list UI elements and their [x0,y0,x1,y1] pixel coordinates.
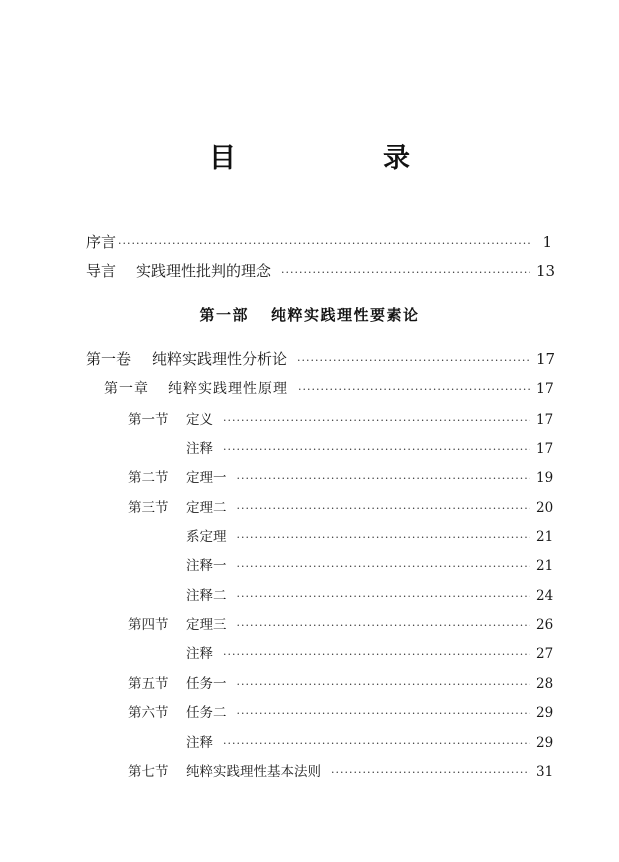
dot-leader [237,472,531,485]
dot-leader [331,766,530,779]
toc-entry-label: 系定理 [186,529,227,545]
dot-leader [237,707,531,720]
toc-entry-label: 任务一 [186,676,227,692]
toc-entry-page: 21 [536,529,554,545]
dot-leader [237,531,531,544]
toc-entry-label: 定理二 [186,500,227,516]
toc-entry-page: 17 [536,381,554,397]
toc-entry-page: 20 [536,500,554,516]
dot-leader [223,443,530,456]
toc-entry-page: 13 [536,262,556,280]
toc-entry-page: 26 [536,617,554,633]
toc-entry-section-4[interactable] [128,613,552,633]
toc-entry-number: 第一章 [104,381,149,397]
dot-leader [297,354,530,367]
toc-entry-page: 19 [536,470,554,486]
part-label: 纯粹实践理性要素论 [271,306,420,324]
dot-leader [298,383,530,396]
dot-leader [223,737,530,750]
dot-leader [223,648,530,661]
toc-entry-corollary[interactable] [186,525,552,545]
dot-leader [237,619,531,632]
toc-entry-page: 29 [536,735,554,751]
toc-entry-page: 27 [536,646,554,662]
toc-entry-section-2[interactable] [128,466,552,486]
toc-entry-note-2[interactable] [186,584,552,604]
toc-entry-note[interactable] [186,642,552,662]
toc-entry-number: 第七节 [128,764,169,780]
toc-entry-page: 17 [536,412,554,428]
toc-entry-label: 纯粹实践理性基本法则 [186,764,321,780]
dot-leader [223,414,530,427]
toc-entry-number: 第六节 [128,705,169,721]
toc-entry-note[interactable] [186,731,552,751]
toc-entry-section-7[interactable] [128,760,552,780]
dot-leader [118,237,530,250]
dot-leader [237,678,531,691]
toc-entry-introduction[interactable] [86,260,556,281]
toc-entry-label: 实践理性批判的理念 [136,262,272,280]
toc-entry-section-6[interactable] [128,701,552,721]
toc-entry-preface[interactable] [86,231,552,252]
dot-leader [237,502,531,515]
toc-entry-section-5[interactable] [128,672,552,692]
toc-entry-note[interactable] [186,437,552,457]
toc-entry-page: 17 [536,350,556,368]
toc-entry-label: 纯粹实践理性原理 [168,381,288,397]
toc-entry-page: 1 [542,233,552,251]
toc-entry-section-1[interactable] [128,408,552,428]
toc-entry-page: 21 [536,558,554,574]
part-number: 第一部 [199,306,249,324]
toc-entry-page: 28 [536,676,554,692]
toc-entry-section-3[interactable] [128,496,552,516]
toc-entry-label: 注释一 [186,558,227,574]
toc-entry-number: 第四节 [128,617,169,633]
toc-entry-page: 29 [536,705,554,721]
dot-leader [237,590,531,603]
dot-leader [237,560,531,573]
dot-leader [281,266,530,279]
toc-entry-label: 定义 [186,412,213,428]
toc-entry-label: 注释 [186,735,213,751]
toc-entry-number: 第二节 [128,470,169,486]
page-title: 目 录 [209,143,470,174]
toc-entry-label: 定理三 [186,617,227,633]
toc-entry-label: 注释二 [186,588,227,604]
toc-entry-label: 纯粹实践理性分析论 [152,350,288,368]
toc-entry-number: 第一节 [128,412,169,428]
toc-entry-number: 第一卷 [86,350,132,368]
toc-entry-number: 第五节 [128,676,169,692]
toc-entry-label: 序言 [86,233,117,251]
toc-entry-page: 17 [536,441,554,457]
toc-entry-number: 导言 [86,262,117,280]
toc-entry-page: 31 [536,764,554,780]
toc-entry-label: 注释 [186,441,213,457]
toc-entry-note-1[interactable] [186,554,552,574]
toc-entry-book-1[interactable] [86,348,556,369]
toc-entry-label: 注释 [186,646,213,662]
toc-entry-page: 24 [536,588,554,604]
toc-entry-label: 定理一 [186,470,227,486]
toc-entry-label: 任务二 [186,705,227,721]
part-heading[interactable] [0,304,619,325]
toc-entry-number: 第三节 [128,500,169,516]
toc-entry-chapter-1[interactable] [104,378,552,398]
